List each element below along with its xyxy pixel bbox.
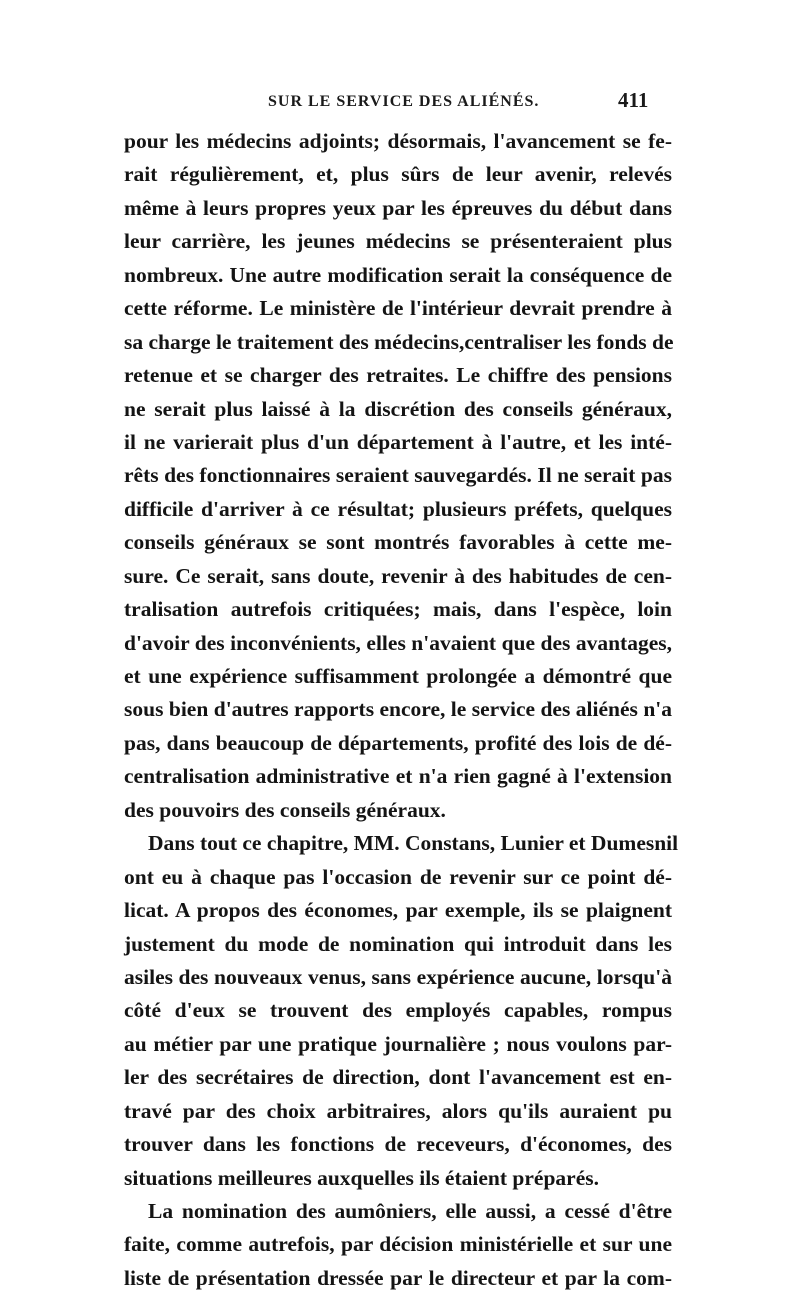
text-line: nombreux. Une autre modification serait la conséquence de bbox=[124, 262, 672, 287]
text-line: tralisation autrefois critiquées; mais, dans l'espèce, loin bbox=[124, 597, 672, 622]
text-line: ne serait plus laissé à la discrétion des conseils généraux, bbox=[124, 396, 672, 421]
text-line: liste de présentation dressée par le directeur et par la com- bbox=[124, 1265, 672, 1290]
text-line: justement du mode de nomination qui introduit dans les bbox=[124, 931, 672, 956]
text-line: pour les médecins adjoints; désormais, l'avancement se fe- bbox=[124, 129, 672, 153]
text-line: il ne varierait plus d'un département à l'autre, et les inté- bbox=[124, 429, 672, 454]
text-line: sous bien d'autres rapports encore, le service des aliénés n'a bbox=[124, 697, 672, 722]
text-line: des pouvoirs des conseils généraux. bbox=[124, 797, 446, 822]
text-line: retenue et se charger des retraites. Le chiffre des pensions bbox=[124, 363, 672, 388]
text-line: cette réforme. Le ministère de l'intérieur devrait prendre à bbox=[124, 296, 672, 321]
text-line: rait régulièrement, et, plus sûrs de leur avenir, relevés bbox=[124, 162, 672, 187]
text-line: sure. Ce serait, sans doute, revenir à des habitudes de cen- bbox=[124, 563, 672, 588]
text-line: côté d'eux se trouvent des employés capables, rompus bbox=[124, 998, 672, 1023]
running-title: SUR LE SERVICE DES ALIÉNÉS. bbox=[268, 93, 540, 110]
text-line: pas, dans beaucoup de départements, profité des lois de dé- bbox=[124, 730, 672, 755]
text-line: centralisation administrative et n'a rien gagné à l'extension bbox=[124, 764, 672, 789]
text-line: leur carrière, les jeunes médecins se présenteraient plus bbox=[124, 229, 672, 254]
text-line: trouver dans les fonctions de receveurs, d'économes, des bbox=[124, 1132, 672, 1157]
text-line: même à leurs propres yeux par les épreuves du début dans bbox=[124, 195, 672, 220]
text-line: asiles des nouveaux venus, sans expérience aucune, lorsqu'à bbox=[124, 964, 672, 989]
text-line: ont eu à chaque pas l'occasion de revenir sur ce point dé- bbox=[124, 864, 672, 889]
text-line: d'avoir des inconvénients, elles n'avaient que des avantages, bbox=[124, 630, 672, 655]
text-line: Dans tout ce chapitre, MM. Constans, Lunier et Dumesnil bbox=[148, 831, 679, 856]
text-line: rêts des fonctionnaires seraient sauvegardés. Il ne serait pas bbox=[124, 463, 672, 488]
text-line: et une expérience suffisamment prolongée a démontré que bbox=[124, 664, 672, 688]
page-number: 411 bbox=[618, 88, 649, 112]
body-text bbox=[124, 125, 679, 1295]
text-line: licat. A propos des économes, par exemple, ils se plaignent bbox=[124, 898, 672, 923]
text-line: La nomination des aumôniers, elle aussi, a cessé d'être bbox=[148, 1199, 672, 1223]
text-line: faite, comme autrefois, par décision ministérielle et sur une bbox=[124, 1232, 672, 1257]
text-line: situations meilleures auxquelles ils étaient préparés. bbox=[124, 1165, 599, 1190]
text-line: ler des secrétaires de direction, dont l'avancement est en- bbox=[124, 1065, 672, 1090]
text-line: difficile d'arriver à ce résultat; plusieurs préfets, quelques bbox=[124, 496, 672, 521]
text-line: au métier par une pratique journalière ; nous voulons par- bbox=[124, 1031, 672, 1056]
text-line: conseils généraux se sont montrés favorables à cette me- bbox=[124, 530, 672, 555]
text-line: travé par des choix arbitraires, alors qu'ils auraient pu bbox=[124, 1098, 672, 1123]
text-line: sa charge le traitement des médecins,centraliser les fonds de bbox=[124, 329, 674, 354]
